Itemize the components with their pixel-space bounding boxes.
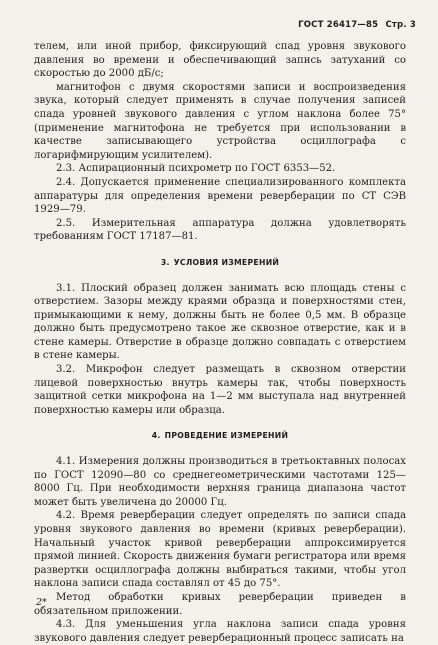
signature-mark: 2* <box>36 597 47 608</box>
document-body <box>34 40 406 645</box>
gost-number: ГОСТ 26417—85 <box>298 20 379 30</box>
paragraph: Метод обработки кривых реверберации приведен в обязательном приложении. <box>34 591 406 617</box>
page-header <box>294 20 416 30</box>
section-heading <box>34 429 406 443</box>
paragraph: 4.1. Измерения должны производиться в третьоктавных полосах по ГОСТ 12090—80 со среднегеометрическими частотами 125—8000 Гц. При необходимости верхняя граница диапазона частот может быть увеличена до 20000 Гц. <box>34 456 406 508</box>
section-title: УСЛОВИЯ ИЗМЕРЕНИЙ <box>173 257 280 267</box>
paragraph: 4.3. Для уменьшения угла наклона записи спада уровня звукового давления следует реверберационный процесс записать на <box>34 619 406 644</box>
paragraph: 4.2. Время реверберации следует определять по записи спада уровня звукового давления во времени (кривых реверберации). Начальный участок кривой реверберации аппроксимируется прямой линией. Скорость движения бумаги регистратора или время развертки осциллографа должны выбираться такими, чтобы угол наклона записи спада составлял от 45 до 75°. <box>34 510 406 590</box>
paragraph: магнитофон с двумя скоростями записи и воспроизведения звука, который следует применять в случае получения записей спада уровней звукового давления с углом наклона более 75° (применение магнитофона не требуется при использовании в качестве записывающего устройства осциллографа с логарифмирующим усилителем). <box>34 81 406 161</box>
section-title: ПРОВЕДЕНИЕ ИЗМЕРЕНИЙ <box>164 431 289 441</box>
paragraph: 2.5. Измерительная аппаратура должна удовлетворять требованиям ГОСТ 17187—81. <box>34 217 406 243</box>
paragraph: 2.3. Аспирационный психрометр по ГОСТ 6353—52. <box>56 163 336 175</box>
paragraph: 3.1. Плоский образец должен занимать всю площадь стены с отверстием. Зазоры между краями образца и поверхностями стен, примыкающими к нему, должны быть не более 0,5 мм. В образце должно быть предусмотрено такое же сквозное отверстие, как и в стене камеры. Отверстие в образце должно совпадать с отверстием в стене камеры. <box>34 282 406 362</box>
paragraph: 3.2. Микрофон следует размещать в сквозном отверстии лицевой поверхностью внутрь камеры так, чтобы поверхность защитной сетки микрофона на 1—2 мм выступала над внутренней поверхностью камеры или образца. <box>34 364 406 416</box>
page-number: Стр. 3 <box>385 20 416 30</box>
paragraph: телем, или иной прибор, фиксирующий спад уровня звукового давления во времени и обеспечивающий запись затуханий со скоростью до 2000 дБ/с; <box>34 41 406 80</box>
section-number: 3. <box>160 257 170 267</box>
paragraph: 2.4. Допускается применение специализированного комплекта аппаратуры для определения времени реверберации по СТ СЭВ 1929—79. <box>34 176 406 216</box>
section-number: 4. <box>151 431 161 441</box>
section-heading <box>34 256 406 270</box>
